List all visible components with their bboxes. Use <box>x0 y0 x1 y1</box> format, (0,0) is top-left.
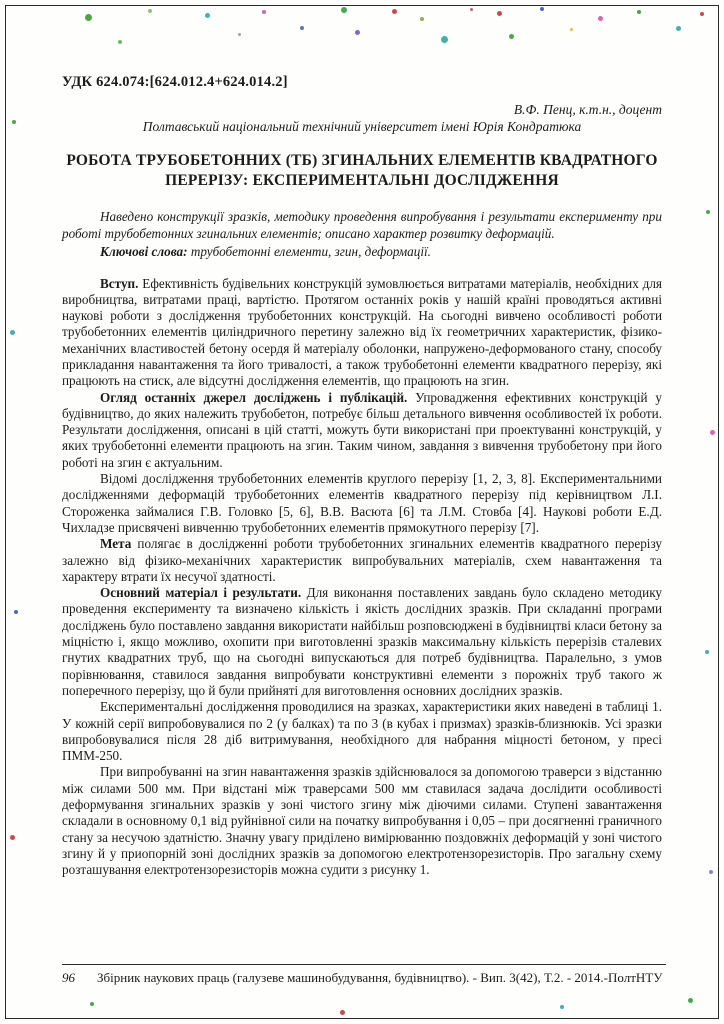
confetti-dot <box>355 30 360 35</box>
abstract-text: Наведено конструкції зразків, методику проведення випробування і результати експерименту при роботі трубобетонних згинальних елементів; описано характер розвитку деформацій. <box>62 209 662 241</box>
confetti-dot <box>300 26 304 30</box>
confetti-dot <box>441 36 448 43</box>
confetti-dot <box>637 10 641 14</box>
paragraph-lead: Основний матеріал і результати. <box>100 585 302 601</box>
confetti-dot <box>705 650 709 654</box>
confetti-dot <box>85 14 92 21</box>
udc-code: УДК 624.074:[624.012.4+624.014.2] <box>62 74 288 90</box>
confetti-dot <box>688 998 693 1003</box>
page-footer <box>62 964 666 986</box>
confetti-dot <box>710 430 715 435</box>
paragraph-lead: Вступ. <box>100 275 139 291</box>
confetti-dot <box>676 26 681 31</box>
paragraph-lead: Огляд останніх джерел досліджень і публікацій. <box>100 389 408 405</box>
confetti-dot <box>509 34 514 39</box>
keywords-label: Ключові слова: <box>100 244 188 260</box>
confetti-dot <box>205 13 210 18</box>
confetti-dot <box>560 1005 564 1009</box>
article-content <box>62 74 662 878</box>
body-paragraphs <box>62 276 662 879</box>
confetti-dot <box>709 870 713 874</box>
paragraph-lead: Мета <box>100 536 132 552</box>
confetti-dot <box>540 7 544 11</box>
confetti-dot <box>497 11 502 16</box>
paragraph: Вступ. Ефективність будівельних конструкцій зумовлюється витратами матеріалів, необхідних для виробництва, витратами праці, вартістю. Протягом останніх років у нашій країні проводяться активні наукові роботи з дослідження трубобетонних конструкцій. На сьогодні вивчено особливості роботи трубобетонних елементів циліндричного перетину залежно від їх геометричних характеристик, фізико-механічних властивостей бетону осердя й матеріалу оболонки, напружено-деформованого стану, способу прикладання навантаження та його тривалості, а також трубобетонні елементи квадратного перерізу, які працюють на стиск, але відсутні дослідження елементів, що працюють на згин. <box>62 275 662 389</box>
confetti-dot <box>14 610 18 614</box>
paragraph: Експериментальні дослідження проводилися на зразках, характеристики яких наведені в таблиці 1. У кожній серії випробовувалися по 2 (у балках) та по 3 (в кубах і призмах) зразків-близнюків. Усі зразки випробовувалися після 28 діб витримування, необхідного для набрання міцності бетоном, у пресі ПММ-250. <box>62 699 662 764</box>
journal-reference: Збірник наукових праць (галузеве машинобудування, будівництво). - Вип. 3(42), Т.2. - 2014.-ПолтНТУ <box>97 970 663 985</box>
confetti-dot <box>598 16 603 21</box>
paragraph: Мета полягає в дослідженні роботи трубобетонних згинальних елементів квадратного перерізу залежно від фізико-механічних характеристик випробувальних матеріалів, схем навантаження та характеру втрати їх несучої здатності. <box>62 536 662 584</box>
confetti-dot <box>10 330 15 335</box>
confetti-dot <box>262 10 266 14</box>
confetti-dot <box>341 7 347 13</box>
paragraph: Основний матеріал і результати. Для виконання поставлених завдань було складено методику проведення експерименту та визначено кількість і якість дослідних зразків. При складанні програми досліджень було поставлено завдання використати найбільш розповсюджені в будівництві класи бетону за міцністю і, якщо можливо, охопити при виготовленні зразків максимальну кількість перерізів сталевих гнутих квадратних труб, що на сьогодні випускаються для потреб будівництва. Паралельно, з умов порівнювання, ставилося завдання випробувати конструктивні елементи з порожніх труб такого ж поперечного перерізу, що й були прийняті для виготовлення основних дослідних зразків. <box>62 585 663 698</box>
confetti-dot <box>118 40 122 44</box>
confetti-dot <box>12 120 16 124</box>
author-line: В.Ф. Пенц, к.т.н., доцент <box>513 102 662 117</box>
confetti-dot <box>10 835 15 840</box>
paragraph: Відомі дослідження трубобетонних елементів круглого перерізу [1, 2, 3, 8]. Експериментальними дослідженнями деформацій трубобетонних елементів квадратного перерізу під керівництвом Л.І. Стороженка займалися Г.В. Головко [5, 6], В.В. Васюта [6] та Л.М. Стовба [4]. Наукові роботи Е.Д. Чихладзе присвячені вивченню трубобетонних елементів прямокутного перерізу [7]. <box>62 471 662 535</box>
paragraph: При випробуванні на згин навантаження зразків здійснювалося за допомогою траверси з відстанню між силами 500 мм. При відстані між траверсами 500 мм ставилася задача дослідити особливості деформування згинальних зразків у зоні чистого згину між діючими силами. Ступені завантаження складали в основному 0,1 від руйнівної сили на початку випробування і 0,05 – при досягненні граничного стану за несучою здатністю. Значну увагу приділено вимірюванню поздовжніх деформацій у зоні чистого згину й у приопорній зоні дослідних зразків за допомогою електротензорезисторів. Про загальну схему розташування електротензорезисторів можна судити з рисунку 1. <box>62 764 662 878</box>
confetti-dot <box>420 17 424 21</box>
confetti-dot <box>706 210 710 214</box>
confetti-dot <box>90 1002 94 1006</box>
confetti-dot <box>700 12 704 16</box>
page-number: 96 <box>62 970 75 985</box>
confetti-dot <box>392 9 397 14</box>
article-title: РОБОТА ТРУБОБЕТОННИХ (ТБ) ЗГИНАЛЬНИХ ЕЛЕМЕНТІВ КВАДРАТНОГО ПЕРЕРІЗУ: ЕКСПЕРИМЕНТАЛЬНІ ДОСЛІДЖЕННЯ <box>66 152 658 190</box>
affiliation-line: Полтавський національний технічний університет імені Юрія Кондратюка <box>142 119 582 134</box>
keywords-line <box>62 244 662 260</box>
confetti-dot <box>148 9 152 13</box>
paragraph: Огляд останніх джерел досліджень і публікацій. Упровадження ефективних конструкцій у будівництво, до яких належить трубобетон, потребує більш детального вивчення особливостей їх роботи. Результати дослідження, описані в цій статті, можуть бути використані при проектуванні конструкцій, у яких трубобетонні елементи працюють на згин. Таким чином, завдання з вивчення трубобетону при його роботі на згин є актуальним. <box>62 389 662 470</box>
confetti-dot <box>340 1010 345 1015</box>
confetti-dot <box>470 8 473 11</box>
confetti-dot <box>570 28 573 31</box>
confetti-dot <box>238 33 241 36</box>
keywords-text: трубобетонні елементи, згин, деформації. <box>187 244 431 260</box>
